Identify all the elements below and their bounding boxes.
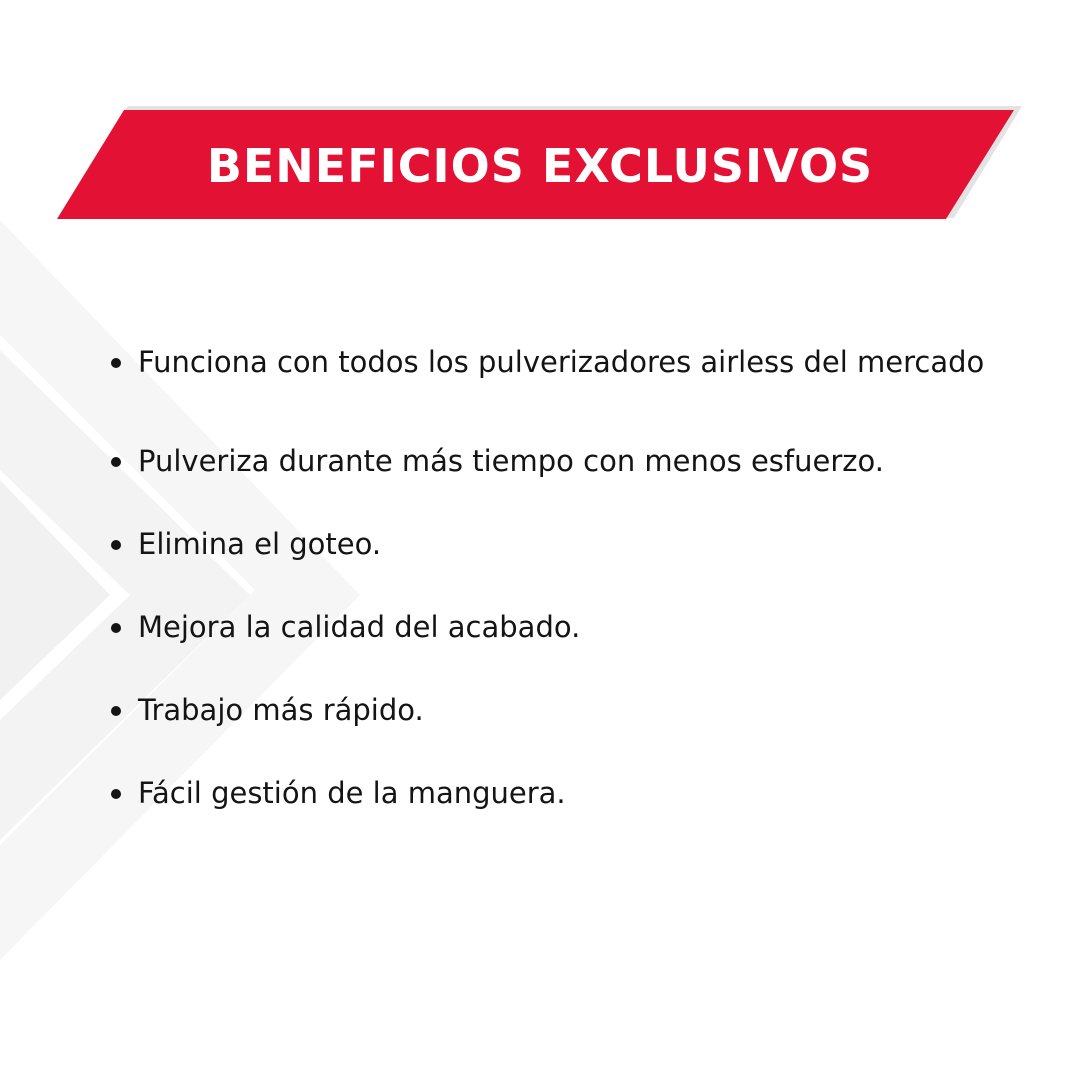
- benefit-text: Funciona con todos los pulverizadores airless del mercado: [138, 345, 985, 379]
- bullet-icon: [111, 358, 121, 368]
- benefit-text: Trabajo más rápido.: [138, 693, 424, 727]
- list-item: [108, 439, 1008, 522]
- benefits-list: [108, 340, 1008, 854]
- title-banner: [0, 0, 1080, 240]
- benefit-text: Mejora la calidad del acabado.: [138, 610, 581, 644]
- benefit-text: Elimina el goteo.: [138, 527, 382, 561]
- page-title: BENEFICIOS EXCLUSIVOS: [206, 139, 874, 193]
- bullet-icon: [111, 457, 121, 467]
- list-item: [108, 522, 1008, 605]
- bullet-icon: [111, 540, 121, 550]
- bullet-icon: [111, 623, 121, 633]
- bullet-icon: [111, 706, 121, 716]
- benefit-text: Fácil gestión de la manguera.: [138, 776, 566, 810]
- list-item: [108, 605, 1008, 688]
- list-item: [108, 688, 1008, 771]
- list-item: [108, 771, 1008, 854]
- list-item: [108, 340, 1008, 439]
- bullet-icon: [111, 789, 121, 799]
- benefit-text: Pulveriza durante más tiempo con menos esfuerzo.: [138, 444, 884, 478]
